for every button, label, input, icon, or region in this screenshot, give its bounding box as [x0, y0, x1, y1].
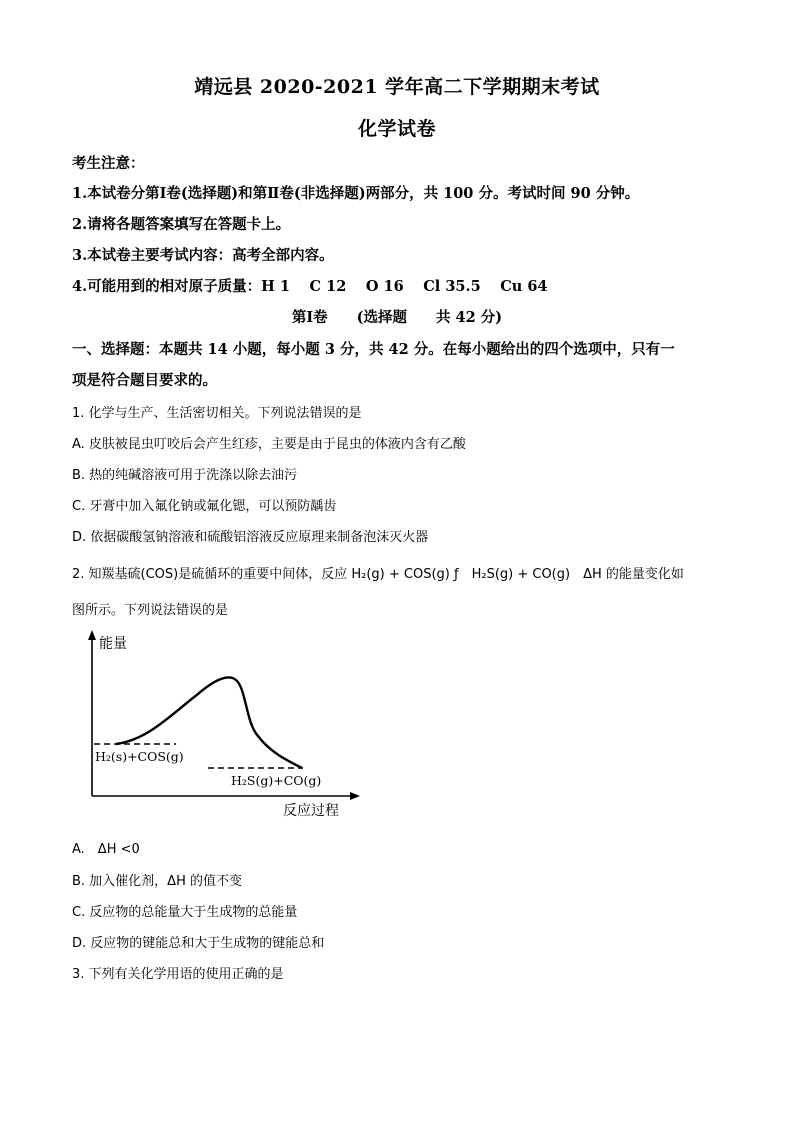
q1-option-a: A. 皮肤被昆虫叮咬后会产生红疹，主要是由于昆虫的体液内含有乙酸 — [72, 437, 466, 452]
q1-stem: 1. 化学与生产、生活密切相关。下列说法错误的是 — [72, 406, 362, 421]
notice-item-4: 4.可能用到的相对原子质量：H 1 C 12 O 16 Cl 35.5 Cu 64 — [72, 278, 548, 295]
notice-heading: 考生注意： — [72, 155, 145, 172]
notice-item-3: 3.本试卷主要考试内容：高考全部内容。 — [72, 247, 334, 264]
section-title: 第Ⅰ卷 (选择题 共 42 分) — [291, 309, 503, 326]
section-instruction-line2: 项是符合题目要求的。 — [72, 372, 217, 389]
q2-stem-line1: 2. 知羰基硫(COS)是硫循环的重要中间体，反应 H₂(g) + COS(g) ƒ H₂S(g) + CO(g) ΔH 的能量变化如 — [72, 567, 684, 582]
q1-option-c: C. 牙膏中加入氟化钠或氟化锶，可以预防龋齿 — [72, 499, 337, 514]
q2-stem-line2: 图所示。下列说法错误的是 — [72, 603, 229, 618]
reactant-label: H₂(s)+COS(g) — [95, 749, 184, 764]
notice-item-1: 1.本试卷分第Ⅰ卷(选择题)和第Ⅱ卷(非选择题)两部分，共 100 分。考试时间 90 分钟。 — [72, 185, 640, 202]
q2-option-d: D. 反应物的键能总和大于生成物的键能总和 — [72, 936, 325, 951]
q2-option-b: B. 加入催化剂，ΔH 的值不变 — [72, 874, 242, 889]
q2-option-a: A. ΔH <0 — [72, 842, 140, 857]
section-instruction-line1: 一、选择题：本题共 14 小题，每小题 3 分，共 42 分。在每小题给出的四个选项中，只有一 — [72, 341, 675, 358]
y-axis-arrow — [88, 630, 96, 640]
q2-option-c: C. 反应物的总能量大于生成物的总能量 — [72, 905, 298, 920]
exam-title: 靖远县 2020-2021 学年高二下学期期末考试 — [194, 76, 600, 98]
q1-option-d: D. 依据碳酸氢钠溶液和硫酸铝溶液反应原理来制备泡沫灭火器 — [72, 530, 429, 545]
q1-option-b: B. 热的纯碱溶液可用于洗涤以除去油污 — [72, 468, 298, 483]
q3-stem: 3. 下列有关化学用语的使用正确的是 — [72, 967, 284, 982]
product-label: H₂S(g)+CO(g) — [231, 773, 322, 788]
x-axis-label: 反应过程 — [283, 803, 339, 819]
exam-subtitle: 化学试卷 — [357, 118, 436, 140]
energy-diagram — [78, 628, 368, 823]
x-axis-arrow — [350, 792, 360, 800]
notice-item-2: 2.请将各题答案填写在答题卡上。 — [72, 216, 291, 233]
y-axis-label: 能量 — [99, 636, 127, 652]
